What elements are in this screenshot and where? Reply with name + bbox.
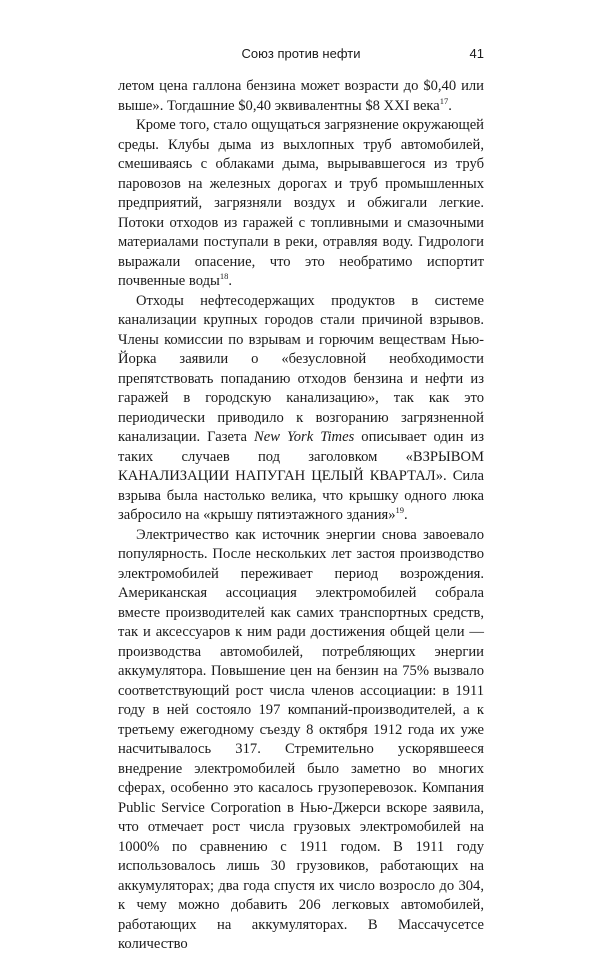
text-run: Отходы нефтесодержащих продуктов в системе канализации крупных городов стали причиной взрывов. Члены комиссии по взрывам и горючим веществам Нью-Йорка заявили о «безусловной необходимости препятствовать попаданию отходов бензина и нефти из гаражей в городскую канализацию», так как это периодически приводило к возгоранию загрязненной канализации. Газета — [118, 292, 484, 445]
page-number: 41 — [469, 46, 484, 61]
paragraph-1 — [118, 77, 484, 116]
text-run: . — [448, 97, 452, 114]
text-run: Электричество как источник энергии снова завоевало популярность. После нескольких лет застоя производство электромобилей переживает период возрождения. Американская ассоциация электромобилей собрала вместе производителей как самих транспортных средств, так и аксессуаров к ним ради достижения общей цели — производства автомобилей, потребляющих энергии аккумулятора. Повышение цен на бензин на 75% вызвало соответствующий рост числа членов ассоциации: в 1911 году в ней состояло 197 компаний-производителей, а к третьему ежегодному съезду 8 октября 1912 года их уже насчитывалось 317. Стремительно ускорявшееся внедрение электромобилей было заметно во многих сферах, особенно это касалось грузоперевозок. Компания Public Service Corporation в Нью-Джерси вскоре заявила, что отмечает рост числа грузовых электромобилей на 1000% по сравнению с 1911 годом. В 1911 году использовалось лишь 30 грузовиков, работающих на аккумуляторах; два года спустя их число возросло до 304, к чему можно добавить 206 легковых автомобилей, работающих на аккумуляторах. В Массачусетсе количество — [118, 526, 484, 952]
running-head — [118, 46, 484, 66]
body-text — [118, 77, 484, 955]
text-run: . — [228, 273, 232, 289]
footnote-ref: 18 — [219, 271, 229, 282]
text-run: летом цена галлона бензина может возрасти до $0,40 или выше». Тогдашние $0,40 эквивалентны $8 XXI века — [118, 78, 484, 114]
paragraph-4 — [118, 526, 484, 955]
footnote-ref: 17 — [439, 95, 449, 106]
italic-text: New York Times — [254, 429, 355, 445]
text-run: Кроме того, стало ощущаться загрязнение окружающей среды. Клубы дыма из выхлопных труб автомобилей, смешиваясь с облаками дыма, вырывавшегося из труб паровозов на железных дорогах и труб промышленных предприятий, загрязняли воздух и обжигали легкие. Потоки отходов из гаражей с топливными и смазочными материалами поступали в реки, отравляя воду. Гидрологи выражали опасение, что это необратимо испортит почвенные воды — [118, 117, 484, 289]
paragraph-2 — [118, 116, 484, 292]
text-run: . — [404, 507, 408, 523]
footnote-ref: 19 — [395, 505, 405, 516]
paragraph-3 — [118, 292, 484, 526]
text-run: описывает один из таких случаев под заголовком «ВЗРЫВОМ КАНАЛИЗАЦИИ НАПУГАН ЦЕЛЫЙ КВАРТАЛ». Сила взрыва была настолько велика, что крышку одного люка забросило на «крышу пятиэтажного здания» — [118, 429, 484, 523]
running-title: Союз против нефти — [241, 46, 361, 61]
